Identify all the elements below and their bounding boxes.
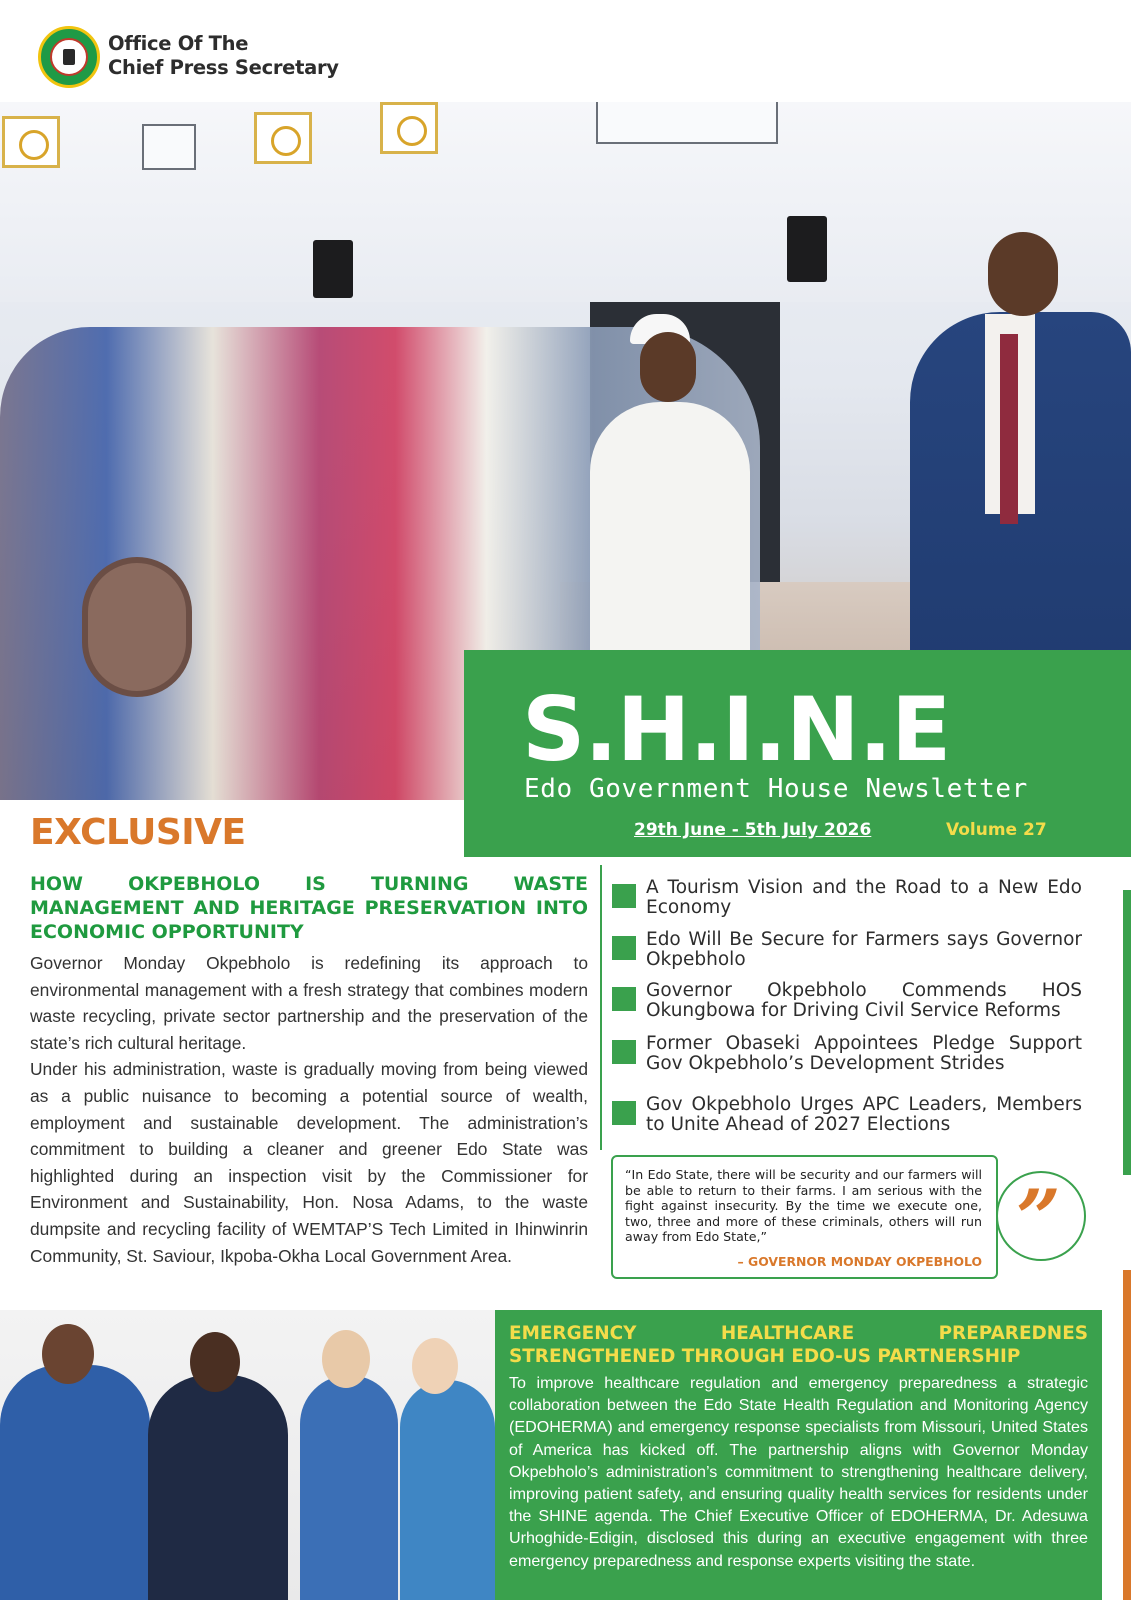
section-label-exclusive: EXCLUSIVE xyxy=(30,812,246,853)
square-bullet-icon xyxy=(612,936,636,960)
health-story-body: To improve healthcare regulation and emergency preparedness a strategic collaboration between the Edo State Health Regulation and Monitoring Agency (EDOHERMA) and emergency response specialists from Missouri, United States of America has kicked off. The partnership aligns with Governor Monday Okpebholo’s administration’s commitment to strengthening healthcare delivery, improving patient safety, and ensuring quality health services for residents under the SHINE agenda. The Chief Executive Officer of EDOHERMA, Dr. Adesuwa Urhoghide-Edigin, disclosed this during an executive engagement with three emergency preparedness and response experts visiting the state. xyxy=(509,1374,1088,1570)
lead-paragraph: Under his administration, waste is gradually moving from being viewed as a public nuisance to becoming a potential source of wealth, employment and sustainable development. The administration’s commitment to building a cleaner and greener Edo State was highlighted during an inspection visit by the Commissioner for Environment and Sustainability, Hon. Nosa Adams, to the waste dumpsite and recycling facility of WEMTAP’S Tech Limited in Ihinwinrin Community, St. Saviour, Ikpoba-Okha Local Government Area. xyxy=(30,1059,588,1266)
masthead-banner xyxy=(464,650,1131,857)
headline-text: Edo Will Be Secure for Farmers says Governor Okpebholo xyxy=(646,929,1082,970)
headline-item[interactable] xyxy=(612,1034,1082,1095)
lead-story-headline: HOW OKPEBHOLO IS TURNING WASTE MANAGEMENT AND HERITAGE PRESERVATION INTO ECONOMIC OPPORTUNITY xyxy=(30,873,588,943)
office-line-2: Chief Press Secretary xyxy=(108,56,339,79)
headline-item[interactable] xyxy=(612,981,1082,1034)
health-story xyxy=(495,1310,1102,1600)
quote-mark-badge xyxy=(996,1171,1086,1264)
square-bullet-icon xyxy=(612,884,636,908)
headline-text: Gov Okpebholo Urges APC Leaders, Members to Unite Ahead of 2027 Elections xyxy=(646,1094,1082,1135)
quote-mark-icon: ” xyxy=(1016,1173,1061,1264)
side-accent-green xyxy=(1123,890,1131,1175)
quote-text: “In Edo State, there will be security and our farmers will be able to return to their farms. I am serious with the fight against insecurity. By the time we execute one, two, three and more of these criminals, others will run away from Edo State,” xyxy=(625,1167,982,1245)
health-team-photo xyxy=(0,1310,495,1600)
issue-volume: Volume 27 xyxy=(946,820,1047,840)
issue-date: 29th June - 5th July 2026 xyxy=(634,820,872,840)
headline-item[interactable] xyxy=(612,878,1082,930)
headline-text: A Tourism Vision and the Road to a New Edo Economy xyxy=(646,877,1082,918)
lead-story-body xyxy=(30,950,588,1269)
square-bullet-icon xyxy=(612,987,636,1011)
office-name xyxy=(108,32,339,80)
page-header xyxy=(0,0,1131,100)
column-divider xyxy=(600,865,602,1150)
square-bullet-icon xyxy=(612,1040,636,1064)
side-accent-orange xyxy=(1123,1270,1131,1600)
governor-quote-box xyxy=(611,1155,998,1279)
newsletter-title: S.H.I.N.E xyxy=(522,678,951,781)
headline-text: Former Obaseki Appointees Pledge Support Gov Okpebholo’s Development Strides xyxy=(646,1033,1082,1074)
headline-text: Governor Okpebholo Commends HOS Okungbowa for Driving Civil Service Reforms xyxy=(646,980,1082,1021)
headlines-list xyxy=(612,878,1082,1145)
edo-state-seal-logo xyxy=(38,26,100,88)
office-line-1: Office Of The xyxy=(108,32,249,55)
lead-paragraph: Governor Monday Okpebholo is redefining its approach to environmental management with a fresh strategy that combines modern waste recycling, private sector partnership and the preservation of the state’s rich cultural heritage. xyxy=(30,953,588,1053)
health-story-headline: EMERGENCY HEALTHCARE PREPAREDNES STRENGTHENED THROUGH EDO-US PARTNERSHIP xyxy=(509,1323,1088,1367)
square-bullet-icon xyxy=(612,1101,636,1125)
quote-author: – GOVERNOR MONDAY OKPEBHOLO xyxy=(737,1254,982,1269)
headline-item[interactable] xyxy=(612,930,1082,981)
newsletter-subtitle: Edo Government House Newsletter xyxy=(524,774,1028,804)
headline-item[interactable] xyxy=(612,1095,1082,1145)
